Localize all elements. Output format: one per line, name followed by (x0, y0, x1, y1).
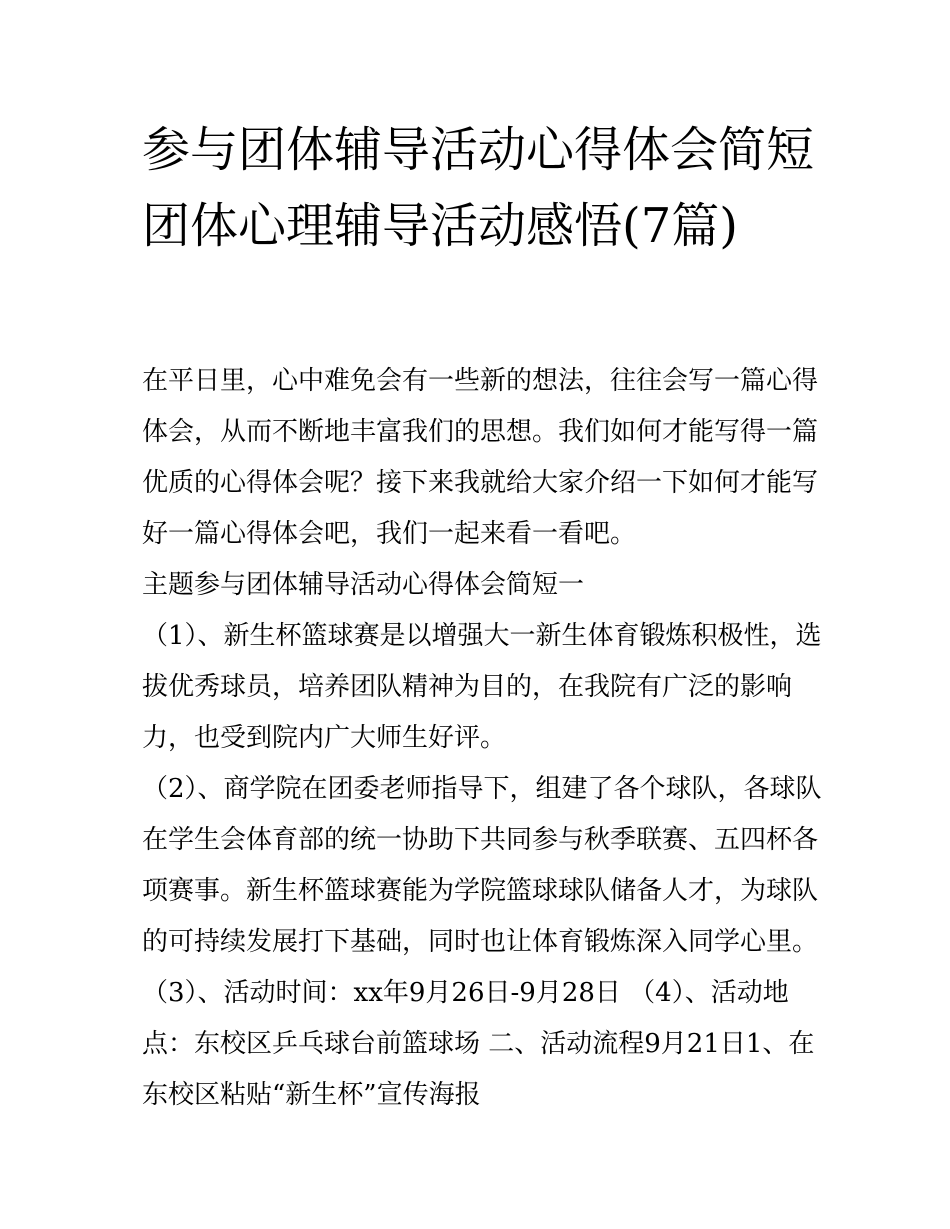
section-heading: 主题参与团体辅导活动心得体会简短一 (142, 570, 585, 600)
item-3-paragraph: （3）、活动时间：xx年9月26日-9月28日 （4）、活动地点：东校区乒乓球台前篮球场 二、活动流程9月21日1、在东校区粘贴“新生杯”宣传海报 (142, 978, 815, 1110)
intro-paragraph: 在平日里，心中难免会有一些新的想法，往往会写一篇心得体会，从而不断地丰富我们的思想。我们如何才能写得一篇优质的心得体会呢？接下来我就给大家介绍一下如何才能写好一篇心得体会吧，我们一起来看一看吧。 (142, 366, 819, 549)
document-title: 参与团体辅导活动心得体会简短 团体心理辅导活动感悟(7篇) (142, 122, 815, 254)
item-2-paragraph: （2）、商学院在团委老师指导下，组建了各个球队，各球队在学生会体育部的统一协助下共同参与秋季联赛、五四杯各项赛事。新生杯篮球赛能为学院篮球球队储备人才，为球队的可持续发展打下基础，同时也让体育锻炼深入同学心里。 (142, 774, 822, 957)
document-body (142, 356, 822, 1121)
item-1-paragraph: （1）、新生杯篮球赛是以增强大一新生体育锻炼积极性，选拔优秀球员，培养团队精神为目的，在我院有广泛的影响力，也受到院内广大师生好评。 (142, 621, 822, 753)
